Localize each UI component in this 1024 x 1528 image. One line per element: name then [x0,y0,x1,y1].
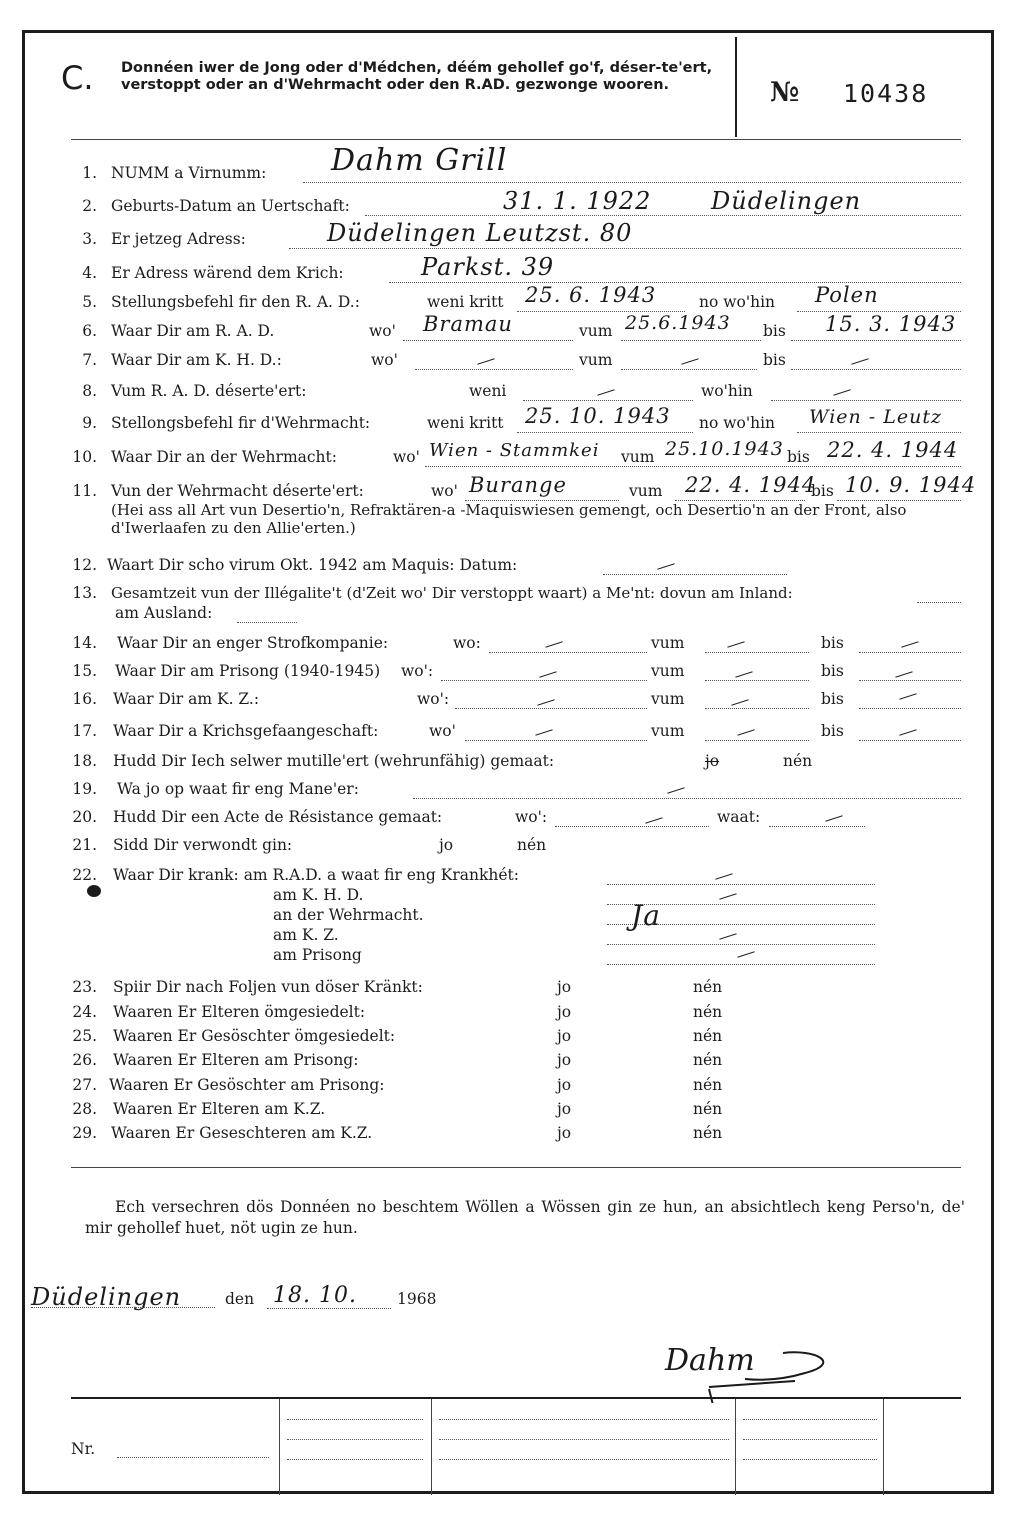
answer-line [303,182,961,183]
jo-option: jo [705,752,720,770]
bottom-divider [431,1399,432,1495]
dash-mark [539,671,556,678]
handwritten-name: Dahm Grill [331,143,508,178]
answer-line [413,798,961,799]
vum-label: vum [621,448,655,466]
handwritten-rad-place: Polen [815,283,879,307]
blank-field [287,1419,423,1420]
answer-line [859,740,961,741]
item-label: Waaren Er Geseschteren am K.Z. [111,1124,373,1142]
answer-line [31,1307,215,1308]
blank-field [743,1419,877,1420]
nen-option: nén [693,1027,723,1045]
item-label: am Ausland: [115,604,213,622]
dash-mark [597,389,614,396]
answer-line [797,432,961,433]
answer-line [705,740,809,741]
answer-line [917,602,961,603]
signature-flourish [665,1333,865,1403]
dash-mark [645,817,662,824]
item-label: Gesamtzeit vun der Illégalite't (d'Zeit wo' Dir verstoppt waart) a Me'nt: dovun am Inland: [111,584,793,602]
dash-mark [899,729,916,736]
item-number: 17. [72,722,97,740]
vum-label: vum [651,722,685,740]
waat-label: waat: [717,808,761,826]
dash-mark [735,671,752,678]
answer-line [117,1457,269,1458]
handwritten-rad-from: 25.6.1943 [625,312,731,334]
item-number: 8. [82,382,97,400]
header-divider [735,37,737,137]
nen-option: nén [693,1100,723,1118]
answer-line [791,369,961,370]
dash-mark [535,729,552,736]
nen-option: nén [693,1051,723,1069]
answer-line [555,826,709,827]
answer-line [517,432,693,433]
item-number: 13. [72,584,97,602]
item-label: Waar Dir am R. A. D. [111,322,275,340]
answer-line [705,652,809,653]
handwritten-wehrmacht-unit: Wien - Stammkei [429,440,600,461]
item-number: 26. [72,1051,97,1069]
dash-mark [737,951,754,958]
answer-line [621,369,757,370]
bis-label: bis [821,662,844,680]
header-title: Donnéen iwer de Jong oder d'Médchen, déém gehollef go'f, déser-te'ert, verstoppt oder an d'Wehrmacht oder den R.AD. gezwonge wooren. [121,60,713,93]
answer-line [425,466,961,467]
vum-label: vum [651,690,685,708]
item-number: 25. [72,1027,97,1045]
den-label: den [225,1290,255,1308]
blank-field [439,1419,729,1420]
item-number: 6. [82,322,97,340]
answer-line [267,1308,391,1309]
weni-label: weni [469,382,507,400]
wo-label: wo: [453,634,481,652]
handwritten-rad-to: 15. 3. 1943 [825,312,957,336]
item-number: 28. [72,1100,97,1118]
vum-label: vum [579,322,613,340]
item-label: Waar Dir am Prisong (1940-1945) [115,662,381,680]
bis-label: bis [821,690,844,708]
item-sub-label: an der Wehrmacht. [273,906,424,924]
section-rule [71,1167,961,1168]
nen-option: nén [693,1124,723,1142]
item-number: 5. [82,293,97,311]
answer-line [489,652,647,653]
item-label: Geburts-Datum an Uertschaft: [111,197,350,215]
item-number: 1. [82,164,97,182]
handwritten-wehrmacht-place: Wien - Leutz [809,406,942,428]
blank-field [439,1459,729,1460]
blank-field [439,1439,729,1440]
item-label: Waar Dir an der Wehrmacht: [111,448,337,466]
item-sub-label: am K. Z. [273,926,339,944]
year-printed: 1968 [397,1290,437,1308]
item-number: 12. [72,556,97,574]
answer-line [859,652,961,653]
answer-line [455,708,647,709]
item-label: Waaren Er Elteren am Prisong: [113,1051,359,1069]
dash-mark [727,641,744,648]
answer-line [769,826,865,827]
answer-line [791,340,961,341]
bottom-divider [735,1399,736,1495]
nen-option: nén [517,836,547,854]
item-number: 21. [72,836,97,854]
item-label: Vun der Wehrmacht déserte'ert: [111,482,364,500]
wo-label: wo' [393,448,420,466]
item-label: Wa jo op waat fir eng Mane'er: [117,780,359,798]
item-label: Hudd Dir een Acte de Résistance gemaat: [113,808,443,826]
dash-mark [901,641,918,648]
jo-option: jo [557,1051,572,1069]
jo-option: jo [557,978,572,996]
jo-option: jo [557,1003,572,1021]
answer-line [523,400,693,401]
blank-field [743,1459,877,1460]
dash-mark [895,671,912,678]
dash-mark [833,389,850,396]
bottom-divider [279,1399,280,1495]
dash-mark [657,563,674,570]
dash-mark [851,358,868,365]
vum-label: vum [579,351,613,369]
item-label: Waar Dir a Krichsgefaangeschaft: [113,722,379,740]
item-number: 2. [82,197,97,215]
dash-mark [545,641,562,648]
item-label: Waaren Er Gesöschter am Prisong: [109,1076,385,1094]
item-label: Stellungsbefehl fir den R. A. D.: [111,293,360,311]
handwritten-wehrmacht-from: 25.10.1943 [665,438,784,460]
wohin-label: wo'hin [701,382,753,400]
item-label: Spiir Dir nach Foljen vun döser Kränkt: [113,978,423,996]
answer-line [603,574,787,575]
answer-line [859,708,961,709]
weni-label: weni kritt [427,293,504,311]
item-number: 7. [82,351,97,369]
wo-label: wo' [429,722,456,740]
item-label: Waaren Er Elteren am K.Z. [113,1100,326,1118]
item-number: 9. [82,414,97,432]
answer-line [465,740,647,741]
item-number: 3. [82,230,97,248]
jo-option: jo [557,1076,572,1094]
ink-blot [87,885,101,897]
handwritten-desertion-from: 22. 4. 1944 [685,473,817,497]
item-sub-label: am K. H. D. [273,886,364,904]
jo-option: jo [439,836,454,854]
answer-line [607,964,875,965]
item-number: 20. [72,808,97,826]
answer-line [607,944,875,945]
item-number: 22. [72,866,97,884]
handwritten-wehrmacht-date: 25. 10. 1943 [525,404,671,428]
bis-label: bis [811,482,834,500]
wo-label: wo': [401,662,434,680]
wo-label: wo': [417,690,450,708]
number-symbol: № [770,77,800,108]
handwritten-wehrmacht-to: 22. 4. 1944 [827,438,959,462]
answer-line [705,680,809,681]
form-frame [22,30,994,1494]
wo-label: wo' [431,482,458,500]
answer-line [621,340,761,341]
dash-mark [737,729,754,736]
declaration-text: Ech versechren dös Donnéen no beschtem Wöllen a Wössen gin ze hun, an absichtlech keng Perso'n, de' mir gehollef huet, nöt ugin ze hun. [85,1198,965,1237]
item-label: Waaren Er Elteren ömgesiedelt: [113,1003,366,1021]
item-label: Waar Dir krank: am R.A.D. a waat fir eng Krankhét: [113,866,519,884]
dash-mark [681,358,698,365]
bis-label: bis [763,351,786,369]
dash-mark [899,693,916,700]
dash-mark [537,699,554,706]
jo-option: jo [557,1124,572,1142]
item-number: 10. [72,448,97,466]
item-number: 15. [72,662,97,680]
header-rule [71,139,961,140]
section-letter: C. [61,59,94,97]
answer-line [237,622,297,623]
wo-label: wo' [371,351,398,369]
vum-label: vum [629,482,663,500]
item-label: Waart Dir scho virum Okt. 1942 am Maquis: Datum: [107,556,518,574]
item-number: 14. [72,634,97,652]
jo-option: jo [557,1100,572,1118]
item-number: 29. [72,1124,97,1142]
nen-option: nén [693,978,723,996]
item-number: 23. [72,978,97,996]
answer-line [771,400,961,401]
answer-line [607,884,875,885]
wohin-label: no wo'hin [699,414,776,432]
bis-label: bis [821,722,844,740]
item-number: 18. [72,752,97,770]
form-number: 10438 [843,79,929,108]
bottom-divider [883,1399,884,1495]
nen-option: nén [693,1076,723,1094]
item-label: Waar Dir an enger Strofkompanie: [117,634,389,652]
item-label: NUMM a Virnumm: [111,164,267,182]
dash-mark [477,358,494,365]
item-number: 11. [72,482,97,500]
bis-label: bis [821,634,844,652]
item-label: Er Adress wärend dem Krich: [111,264,344,282]
item-label: Waaren Er Gesöschter ömgesiedelt: [113,1027,396,1045]
nr-label: Nr. [71,1440,96,1458]
item-label: Waar Dir am K. H. D.: [111,351,282,369]
desertion-note: (Hei ass all Art vun Desertio'n, Refraktären-a -Maquiswiesen gemengt, och Desertio'n an der Front, also d'Iwerlaafen zu den Allie'erten.) [111,501,907,537]
blank-field [287,1459,423,1460]
handwritten-rad-date: 25. 6. 1943 [525,283,657,307]
nen-option: nén [783,752,813,770]
dash-mark [719,893,736,900]
signature: Dahm [665,1343,755,1378]
item-label: Stellongsbefehl fir d'Wehrmacht: [111,414,371,432]
wohin-label: no wo'hin [699,293,776,311]
jo-option: jo [557,1027,572,1045]
answer-line [289,248,961,249]
dash-mark [825,815,842,822]
handwritten-place: Düdelingen [31,1283,182,1311]
answer-line [705,708,809,709]
dash-mark [719,933,736,940]
handwritten-birthdate: 31. 1. 1922 [503,187,652,215]
answer-line [365,215,961,216]
item-number: 19. [72,780,97,798]
handwritten-date: 18. 10. [273,1283,357,1308]
item-label: Er jetzeg Adress: [111,230,246,248]
item-label: Vum R. A. D. déserte'ert: [111,382,307,400]
dash-mark [715,873,732,880]
item-number: 16. [72,690,97,708]
item-number: 4. [82,264,97,282]
item-label: Waar Dir am K. Z.: [113,690,260,708]
form-header [25,33,991,139]
answer-line [415,369,573,370]
wo-label: wo' [369,322,396,340]
answer-line [441,680,647,681]
dash-mark [667,787,684,794]
item-number: 27. [72,1076,97,1094]
bottom-strip-top [71,1397,961,1399]
answer-line [859,680,961,681]
wo-label: wo': [515,808,548,826]
handwritten-war-address: Parkst. 39 [421,253,555,281]
item-label: Sidd Dir verwondt gin: [113,836,293,854]
handwritten-sick-answer: Ja [631,899,661,932]
vum-label: vum [651,662,685,680]
bis-label: bis [787,448,810,466]
nen-option: nén [693,1003,723,1021]
answer-line [403,340,573,341]
handwritten-desertion-to: 10. 9. 1944 [845,473,977,497]
item-sub-label: am Prisong [273,946,362,964]
handwritten-birthplace: Düdelingen [711,187,862,215]
handwritten-address: Düdelingen Leutzst. 80 [327,219,633,247]
item-label: Hudd Dir Iech selwer mutille'ert (wehrunfähig) gemaat: [113,752,555,770]
handwritten-desertion-place: Burange [469,473,567,497]
handwritten-rad-place2: Bramau [423,312,513,336]
bis-label: bis [763,322,786,340]
blank-field [743,1439,877,1440]
vum-label: vum [651,634,685,652]
dash-mark [731,699,748,706]
item-number: 24. [72,1003,97,1021]
weni-label: weni kritt [427,414,504,432]
blank-field [287,1439,423,1440]
